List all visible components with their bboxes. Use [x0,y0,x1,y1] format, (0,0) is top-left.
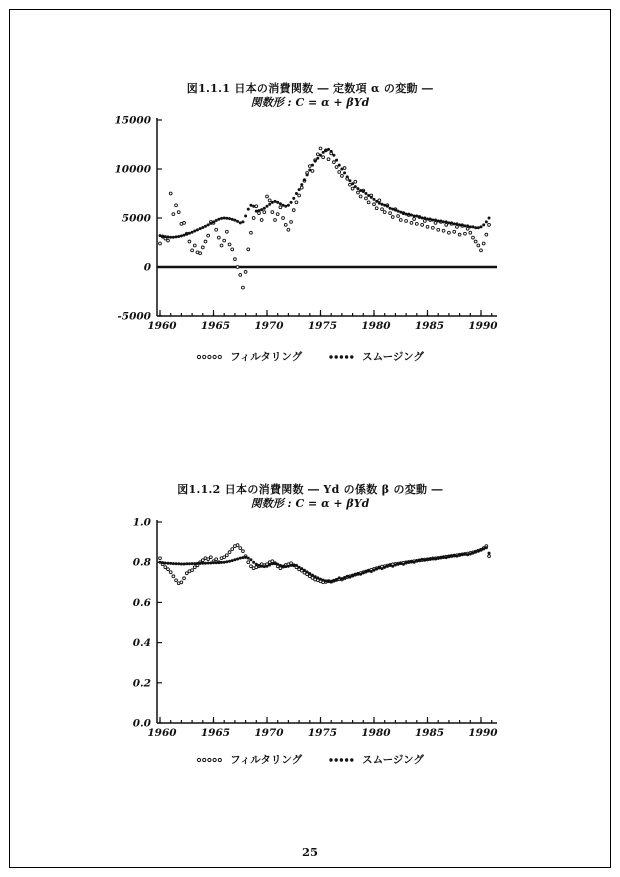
svg-text:5000: 5000 [121,212,151,225]
svg-text:1990: 1990 [468,320,498,332]
svg-text:1965: 1965 [200,320,231,332]
svg-text:1975: 1975 [307,727,338,739]
chart-plot-area [0,460,620,750]
svg-text:1985: 1985 [414,320,445,332]
svg-text:1.0: 1.0 [132,516,151,529]
axes [157,520,497,723]
page-number: 25 [301,845,318,859]
svg-text:1980: 1980 [361,320,391,332]
svg-text:0.4: 0.4 [132,637,151,650]
legend-label: フィルタリング [230,754,303,766]
legend-label: フィルタリング [230,351,303,363]
filled-circle-marker-icon [328,756,355,764]
filled-circle-marker-icon [328,353,355,361]
legend-label: スムージング [362,351,424,363]
legend-item-smoothing [328,349,424,364]
legend-item-smoothing [328,752,424,767]
svg-text:0.2: 0.2 [132,677,151,690]
series-points-smoothing [159,546,491,583]
open-circle-marker-icon [196,756,223,764]
svg-text:0.0: 0.0 [132,717,151,730]
tick-labels [133,517,499,740]
svg-text:0: 0 [143,261,151,274]
svg-text:0.6: 0.6 [132,596,151,609]
svg-text:1965: 1965 [200,727,231,739]
legend-label: スムージング [362,754,424,766]
svg-text:1960: 1960 [147,320,177,332]
chart-legend [0,752,620,767]
chart-plot-area [0,60,620,350]
chart-title: 図1.1.2 日本の消費関数 ― Yd の係数 β の変動 ― [177,483,443,496]
svg-text:1970: 1970 [254,727,284,739]
chart-legend [0,349,620,364]
svg-text:1990: 1990 [468,727,498,739]
chart-subtitle: 関数形 : C = α + βYd [250,497,370,510]
svg-text:-5000: -5000 [117,310,151,323]
svg-text:1985: 1985 [414,727,445,739]
svg-text:1975: 1975 [307,320,338,332]
svg-text:1970: 1970 [254,320,284,332]
open-circle-marker-icon [196,353,223,361]
axes [157,118,497,316]
svg-text:0.8: 0.8 [132,556,151,569]
ticks [157,522,492,723]
legend-item-filtering [196,752,302,767]
series-points-smoothing [159,148,491,239]
chart-subtitle: 関数形 : C = α + βYd [250,96,370,109]
svg-text:1960: 1960 [147,727,177,739]
legend-item-filtering [196,349,302,364]
chart-title: 図1.1.1 日本の消費関数 ― 定数項 α の変動 ― [186,82,434,95]
svg-text:15000: 15000 [114,114,151,127]
svg-text:10000: 10000 [114,163,151,176]
svg-text:1980: 1980 [361,727,391,739]
